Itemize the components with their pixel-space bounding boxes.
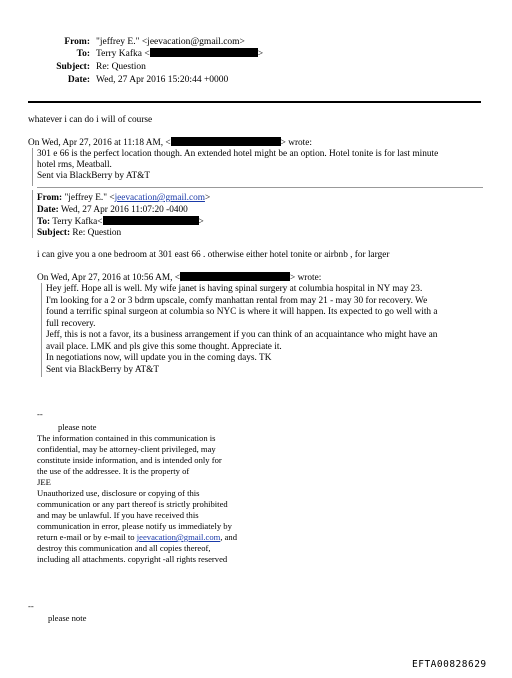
disclaimer-line: communication in error, please notify us immediately by [37, 521, 232, 531]
redaction-bar [180, 272, 290, 281]
quote2-line: In negotiations now, will update you in the coming days. TK [46, 353, 272, 363]
quote2-line: Hey jeff. Hope all is well. My wife janet is having spinal surgery at columbia hospital in NY may 23. [46, 284, 423, 294]
signature-please-note: please note [58, 422, 97, 432]
quote1-bar [32, 148, 33, 186]
redaction-bar [103, 216, 199, 225]
disclaimer-line: The information contained in this communication is [37, 433, 216, 443]
document-id: EFTA00828629 [412, 659, 487, 670]
disclaimer-line: including all attachments. copyright -all rights reserved [37, 554, 228, 564]
quote1-intro: On Wed, Apr 27, 2016 at 11:18 AM, < > wrote: [28, 138, 312, 148]
disclaimer-email-line: return e-mail or by e-mail to jeevacation@gmail.com, and [37, 532, 238, 542]
inner-header-bar [32, 190, 33, 238]
inner-from-email-link[interactable]: jeevacation@gmail.com [114, 193, 205, 203]
inner-to-row: To: Terry Kafka< > [37, 217, 204, 227]
disclaimer-line: destroy this communication and all copies thereof, [37, 543, 211, 553]
reply-body: whatever i can do i will of course [28, 115, 153, 125]
disclaimer-line: confidential, may be attorney-client privileged, may [37, 444, 216, 454]
signature2-please-note: please note [48, 613, 87, 623]
quote2-bar [41, 283, 42, 377]
date-value: Wed, 27 Apr 2016 15:20:44 +0000 [96, 75, 229, 85]
redaction-bar [171, 137, 281, 146]
from-value: "jeffrey E." <jeevacation@gmail.com> [96, 37, 245, 47]
signature-dash: -- [37, 409, 43, 419]
header-subject-row [0, 61, 512, 73]
quote2-line: I'm looking for a 2 or 3 bdrm upscale, comfy manhattan rental from may 21 - may 30 for recovery. We [46, 295, 428, 306]
subject-value: Re: Question [96, 62, 146, 72]
disclaimer-email-link[interactable]: jeevacation@gmail.com [136, 532, 221, 542]
header-from-row [0, 36, 512, 48]
quote1-line: 301 e 66 is the perfect location though. An extended hotel might be an option. Hotel tonite is for last minute [37, 149, 439, 159]
disclaimer-line: JEE [37, 477, 51, 487]
disclaimer-line: Unauthorized use, disclosure or copying of this [37, 488, 200, 498]
signature2-dash: -- [28, 601, 34, 611]
quote2-line: full recovery. [46, 318, 96, 329]
disclaimer-line: and may be unlawful. If you have received this [37, 510, 199, 520]
header-divider [28, 101, 481, 103]
quote2-line: found a terrific spinal surgeon at columbia so NYC is where it will happen. Its expected to go well with a [46, 307, 438, 317]
disclaimer-line: the use of the addressee. It is the property of [37, 466, 190, 476]
header-date-row [0, 74, 512, 86]
quote-divider [37, 187, 483, 188]
to-label: To: [76, 49, 90, 59]
to-value: Terry Kafka < > [96, 49, 264, 59]
quote2-line: Jeff, this is not a favor, its a business arrangement if you can think of an acquaintance who might have an [46, 330, 438, 340]
quote2-line: Sent via BlackBerry by AT&T [46, 364, 160, 375]
header-to-row [0, 48, 512, 60]
redaction-bar [150, 48, 258, 57]
inner-message: i can give you a one bedroom at 301 east 66 . otherwise either hotel tonite or airbnb , for larger [37, 250, 390, 260]
inner-date-row: Date: Wed, 27 Apr 2016 11:07:20 -0400 [37, 205, 188, 215]
quote2-intro: On Wed, Apr 27, 2016 at 10:56 AM, < > wrote: [37, 273, 322, 283]
inner-from-row: From: "jeffrey E." <jeevacation@gmail.com> [37, 193, 211, 203]
quote1-line: Sent via BlackBerry by AT&T [37, 171, 151, 181]
inner-subject-row: Subject: Re: Question [37, 228, 122, 238]
quote2-line: avail place. LMK and pls give this some thought. Appreciate it. [46, 341, 282, 352]
date-label: Date: [67, 75, 90, 85]
disclaimer-line: communication or any part thereof is strictly prohibited [37, 499, 228, 509]
from-label: From: [64, 37, 90, 47]
subject-label: Subject: [56, 62, 90, 72]
disclaimer-line: constitute inside information, and is intended only for [37, 455, 222, 465]
quote1-line: hotel rms, Meatball. [37, 160, 112, 170]
